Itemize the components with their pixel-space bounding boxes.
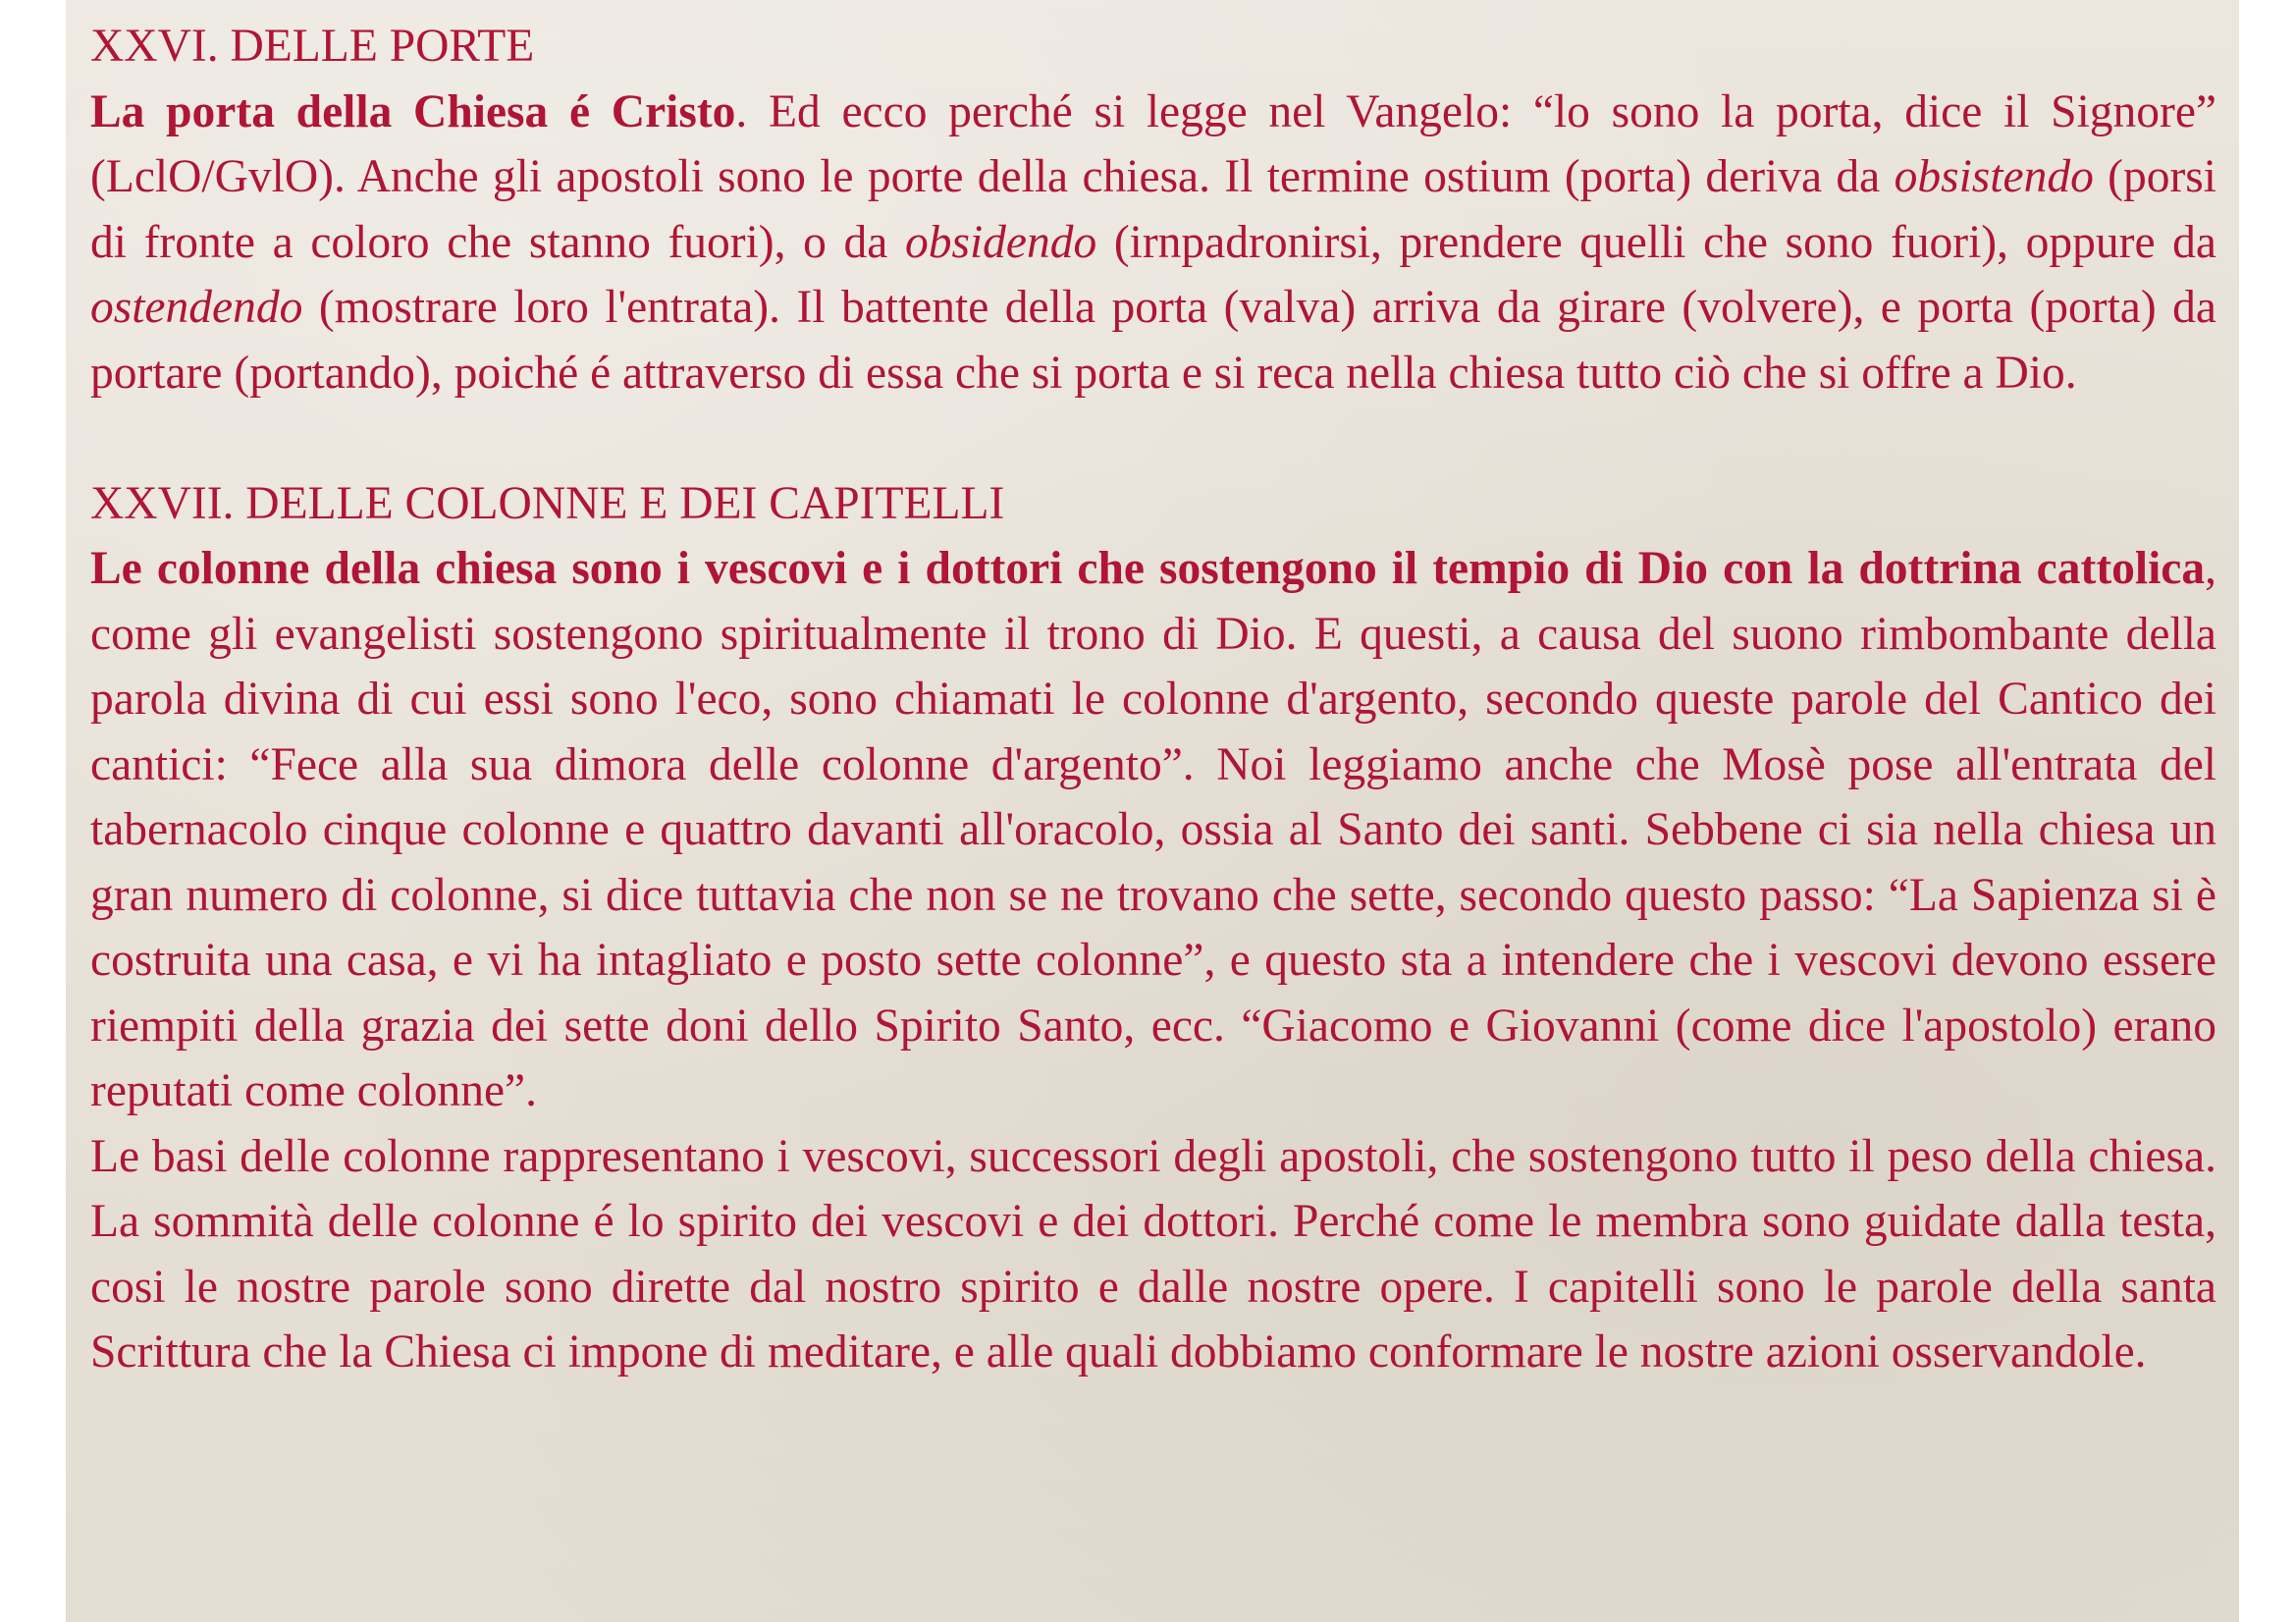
paragraph-basi: Le basi delle colonne rappresentano i vescovi, successori degli apostoli, che sostengono tutto il peso della chiesa. La sommità delle colonne é lo spirito dei vescovi e dei dottori. Perché come le membra sono guidate dalla testa, cosi le nostre parole sono dirette dal nostro spirito e dalle nostre opere. I capitelli sono le parole della santa Scrittura che la Chiesa ci impone di meditare, e alle quali dobbiamo conformare le nostre azioni osservandole. xyxy=(90,1130,2216,1378)
section-spacer xyxy=(90,406,2216,471)
paragraph-porte xyxy=(90,80,2216,406)
text-segment: . Ed ecco perché si legge nel Vangelo: “lo sono la porta, dice il Signore” (LclO/GvlO). Anche gli apostoli sono le porte della chiesa. Il termine ostium (porta) deriva da xyxy=(90,85,2216,202)
section-heading-colonne: XXVII. DELLE COLONNE E DEI CAPITELLI xyxy=(90,477,1005,529)
bold-lead-porte: La porta della Chiesa é Cristo xyxy=(90,85,736,137)
italic-term-ostendendo: ostendendo xyxy=(90,282,303,333)
text-segment: (irnpadronirsi, prendere quelli che sono fuori), oppure da xyxy=(1096,216,2216,268)
text-segment: (mostrare loro l'entrata). Il battente della porta (valva) arriva da girare (volvere), e porta (porta) da portare (portando), poiché é attraverso di essa che si porta e si reca nella chiesa tutto ciò che si offre a Dio. xyxy=(90,282,2216,399)
section-heading-porte: XXVI. DELLE PORTE xyxy=(90,21,535,72)
text-segment: (porsi di fronte a coloro che stanno fuori), o da xyxy=(90,151,2216,268)
italic-term-obsidendo: obsidendo xyxy=(904,216,1097,268)
bold-lead-colonne: Le colonne della chiesa sono i vescovi e i dottori che sostengono il tempio di Dio con la dottrina cattolica xyxy=(90,543,2206,594)
document-text xyxy=(90,14,2216,1385)
paragraph-colonne xyxy=(90,536,2216,1124)
text-segment: , come gli evangelisti sostengono spiritualmente il trono di Dio. E questi, a causa del suono rimbombante della parola divina di cui essi sono l'eco, sono chiamati le colonne d'argento, secondo queste parole del Cantico dei cantici: “Fece alla sua dimora delle colonne d'argento”. Noi leggiamo anche che Mosè pose all'entrata del tabernacolo cinque colonne e quattro davanti all'oracolo, ossia al Santo dei santi. Sebbene ci sia nella chiesa un gran numero di colonne, si dice tuttavia che non se ne trovano che sette, secondo questo passo: “La Sapienza si è costruita una casa, e vi ha intagliato e posto sette colonne”, e questo sta a intendere che i vescovi devono essere riempiti della grazia dei sette doni dello Spirito Santo, ecc. “Giacomo e Giovanni (come dice l'apostolo) erano reputati come colonne”. xyxy=(90,543,2216,1116)
document-page xyxy=(66,0,2239,1622)
italic-term-obsistendo: obsistendo xyxy=(1894,151,2094,202)
